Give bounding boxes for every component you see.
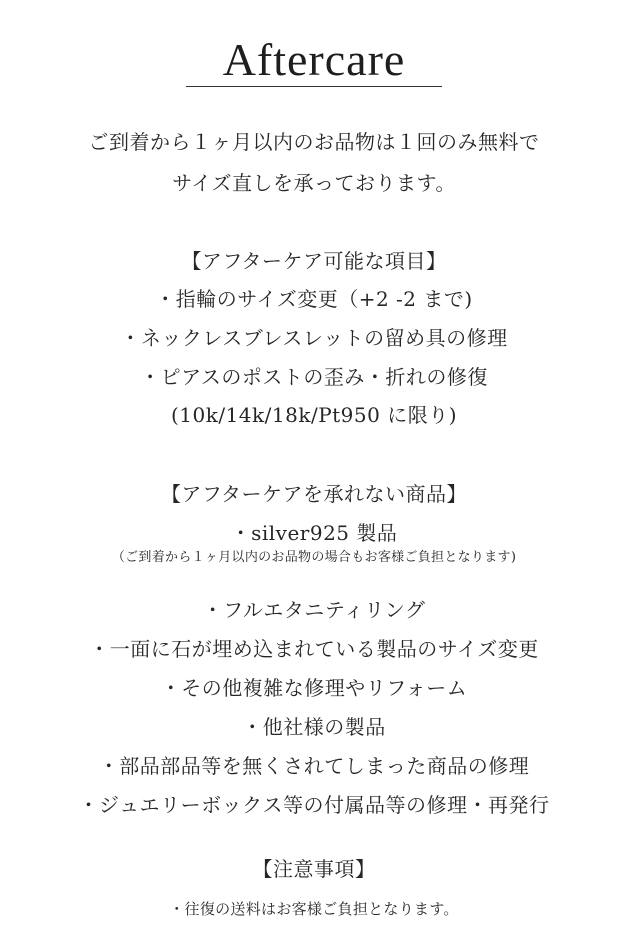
unavailable-silver-note: （ご到着から１ヶ月以内のお品物の場合もお客様ご負担となります) — [111, 550, 517, 565]
available-item-pierce-post: ・ピアスのポストの歪み・折れの修復 — [140, 365, 488, 389]
available-item-ring-size: ・指輪のサイズ変更（+2 -2 まで) — [155, 287, 473, 311]
unavailable-heading: 【アフターケアを承れない商品】 — [160, 482, 468, 506]
unavailable-item-silver: ・silver925 製品 — [230, 521, 398, 545]
unavailable-item-full-eternity: ・フルエタニティリング — [202, 598, 426, 622]
notes-heading: 【注意事項】 — [252, 857, 376, 881]
unavailable-item-accessories: ・ジュエリーボックス等の付属品等の修理・再発行 — [78, 793, 550, 817]
available-item-metal-note: (10k/14k/18k/Pt950 に限り) — [170, 403, 458, 427]
unavailable-item-complex-repair: ・その他複雑な修理やリフォーム — [160, 676, 468, 700]
intro-line-2: サイズ直しを承っております。 — [172, 171, 456, 195]
available-heading: 【アフターケア可能な項目】 — [181, 249, 447, 273]
available-item-clasp-repair: ・ネックレスブレスレットの留め具の修理 — [120, 326, 508, 350]
unavailable-item-stone-set: ・一面に石が埋め込まれている製品のサイズ変更 — [89, 637, 539, 661]
page-title: Aftercare — [222, 34, 406, 85]
unavailable-item-lost-parts: ・部品部品等を無くされてしまった商品の修理 — [98, 754, 530, 778]
title-underline — [186, 86, 442, 87]
intro-line-1: ご到着から１ヶ月以内のお品物は１回のみ無料で — [88, 130, 540, 154]
unavailable-item-other-brands: ・他社様の製品 — [242, 715, 386, 739]
notes-item-shipping: ・往復の送料はお客様ご負担となります。 — [169, 900, 459, 918]
